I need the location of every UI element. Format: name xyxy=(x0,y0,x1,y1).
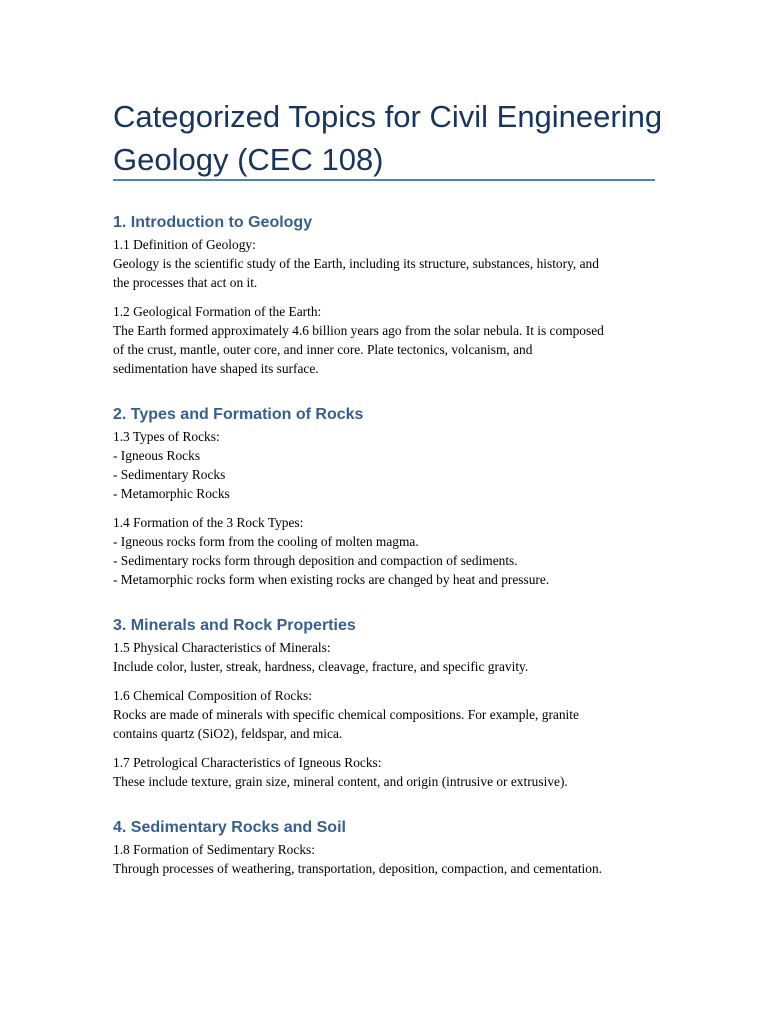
body-line: sedimentation have shaped its surface. xyxy=(113,361,319,376)
subsection-label: 1.3 Types of Rocks: xyxy=(113,429,220,444)
subsection xyxy=(113,302,673,378)
body-line: Rocks are made of minerals with specific chemical compositions. For example, granite xyxy=(113,707,579,722)
subsection-label: 1.6 Chemical Composition of Rocks: xyxy=(113,688,312,703)
section-minerals xyxy=(113,615,673,791)
subsection-label: 1.2 Geological Formation of the Earth: xyxy=(113,304,322,319)
list-item: - Igneous rocks form from the cooling of molten magma. xyxy=(113,534,419,549)
list-item: - Sedimentary rocks form through deposition and compaction of sediments. xyxy=(113,553,518,568)
body-line: contains quartz (SiO2), feldspar, and mica. xyxy=(113,726,343,741)
body-line: of the crust, mantle, outer core, and inner core. Plate tectonics, volcanism, and xyxy=(113,342,533,357)
document-title: Categorized Topics for Civil Engineering Geology (CEC 108) xyxy=(113,99,663,177)
list-item: - Sedimentary Rocks xyxy=(113,467,226,482)
section-heading: 4. Sedimentary Rocks and Soil xyxy=(113,819,346,836)
section-heading: 1. Introduction to Geology xyxy=(113,214,313,231)
body-line: These include texture, grain size, mineral content, and origin (intrusive or extrusive). xyxy=(113,774,568,789)
list-item: - Metamorphic rocks form when existing rocks are changed by heat and pressure. xyxy=(113,572,550,587)
subsection-label: 1.8 Formation of Sedimentary Rocks: xyxy=(113,842,315,857)
subsection xyxy=(113,753,673,791)
subsection xyxy=(113,513,673,589)
subsection xyxy=(113,427,673,503)
section-introduction xyxy=(113,212,673,378)
document-body xyxy=(113,212,673,904)
subsection-label: 1.5 Physical Characteristics of Minerals: xyxy=(113,640,331,655)
title-divider xyxy=(113,179,655,181)
subsection xyxy=(113,638,673,676)
subsection xyxy=(113,235,673,292)
body-line: the processes that act on it. xyxy=(113,275,258,290)
body-line: The Earth formed approximately 4.6 billion years ago from the solar nebula. It is composed xyxy=(113,323,604,338)
subsection-label: 1.4 Formation of the 3 Rock Types: xyxy=(113,515,304,530)
section-sedimentary xyxy=(113,817,673,878)
body-line: Through processes of weathering, transportation, deposition, compaction, and cementation. xyxy=(113,861,602,876)
list-item: - Igneous Rocks xyxy=(113,448,201,463)
subsection xyxy=(113,840,673,878)
body-line: Geology is the scientific study of the Earth, including its structure, substances, history, and xyxy=(113,256,599,271)
section-heading: 3. Minerals and Rock Properties xyxy=(113,617,356,634)
section-heading: 2. Types and Formation of Rocks xyxy=(113,406,364,423)
section-rock-types xyxy=(113,404,673,589)
subsection xyxy=(113,686,673,743)
subsection-label: 1.1 Definition of Geology: xyxy=(113,237,256,252)
list-item: - Metamorphic Rocks xyxy=(113,486,230,501)
body-line: Include color, luster, streak, hardness, cleavage, fracture, and specific gravity. xyxy=(113,659,529,674)
subsection-label: 1.7 Petrological Characteristics of Igneous Rocks: xyxy=(113,755,382,770)
